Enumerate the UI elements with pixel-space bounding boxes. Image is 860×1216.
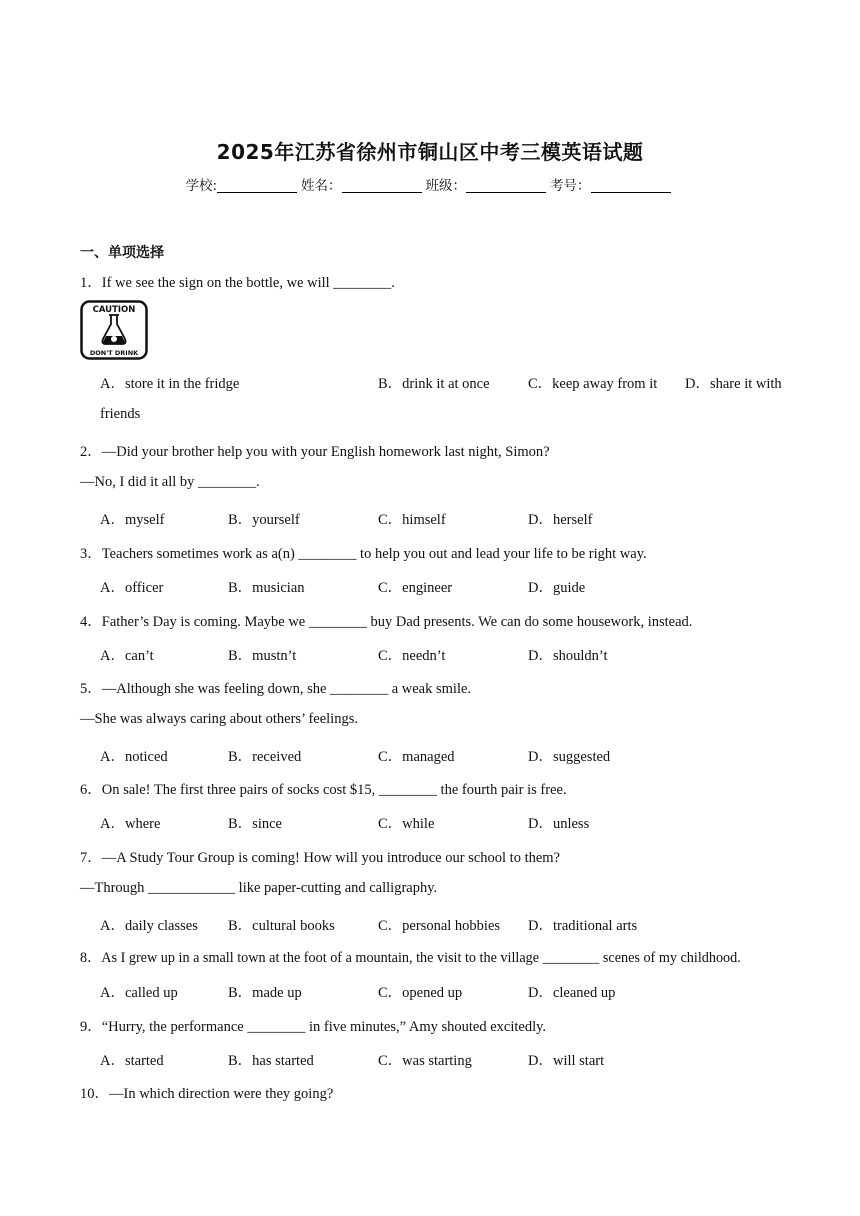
question-7-option-a[interactable]: A．daily classes <box>100 918 198 934</box>
page-title: 2025年江苏省徐州市铜山区中考三模英语试题 <box>216 140 644 164</box>
number-label: 考号： <box>550 178 591 194</box>
question-5-option-b[interactable]: B．received <box>228 749 302 765</box>
question-3-option-d[interactable]: D．guide <box>528 580 586 596</box>
question-4-stem: 4．Father’s Day is coming. Maybe we ________ buy Dad presents. We can do some housework, instead. <box>80 614 693 630</box>
question-9-stem: 9．“Hurry, the performance ________ in five minutes,” Amy shouted excitedly. <box>80 1019 547 1035</box>
question-4-option-d[interactable]: D．shouldn’t <box>528 648 608 664</box>
question-6-option-b[interactable]: B．since <box>228 816 282 832</box>
question-3-stem: 3．Teachers sometimes work as a(n) ________ to help you out and lead your life to be right way. <box>80 546 647 562</box>
question-5-option-d[interactable]: D．suggested <box>528 749 611 765</box>
question-2-stem: 2．—Did your brother help you with your English homework last night, Simon? <box>80 444 550 460</box>
question-9-option-d[interactable]: D．will start <box>528 1053 605 1069</box>
svg-text:DON'T DRINK: DON'T DRINK <box>89 349 139 357</box>
question-6-option-c[interactable]: C．while <box>378 816 435 832</box>
question-2-response: —No, I did it all by ________. <box>80 474 260 490</box>
question-6-stem: 6．On sale! The first three pairs of socks cost $15, ________ the fourth pair is free. <box>80 782 567 798</box>
question-5-response: —She was always caring about others’ feelings. <box>80 711 358 727</box>
question-2-option-d[interactable]: D．herself <box>528 512 593 528</box>
question-6-option-a[interactable]: A．where <box>100 816 161 832</box>
section-heading: 一、单项选择 <box>80 245 164 261</box>
question-1-option-d[interactable]: D．share it with <box>685 376 782 392</box>
class-blank[interactable] <box>466 178 546 193</box>
school-label: 学校: <box>185 178 218 194</box>
question-4-option-c[interactable]: C．needn’t <box>378 648 446 664</box>
question-2-option-a[interactable]: A．myself <box>100 512 165 528</box>
class-label: 班级： <box>425 178 467 194</box>
student-info-line <box>0 174 860 194</box>
question-5-option-c[interactable]: C．managed <box>378 749 455 765</box>
question-1-option-a[interactable]: A．store it in the fridge <box>100 376 240 392</box>
question-3-option-c[interactable]: C．engineer <box>378 580 453 596</box>
question-3-option-b[interactable]: B．musician <box>228 580 305 596</box>
question-8-option-d[interactable]: D．cleaned up <box>528 985 616 1001</box>
svg-text:CAUTION: CAUTION <box>92 305 136 315</box>
caution-sign-image <box>80 300 148 360</box>
number-blank[interactable] <box>591 178 671 193</box>
school-blank[interactable] <box>217 178 297 193</box>
question-9-option-b[interactable]: B．has started <box>228 1053 314 1069</box>
question-4-option-b[interactable]: B．mustn’t <box>228 648 297 664</box>
question-5-option-a[interactable]: A．noticed <box>100 749 168 765</box>
question-2-option-b[interactable]: B．yourself <box>228 512 300 528</box>
question-1-stem: 1．If we see the sign on the bottle, we will ________. <box>80 275 395 291</box>
question-6-option-d[interactable]: D．unless <box>528 816 590 832</box>
question-3-option-a[interactable]: A．officer <box>100 580 164 596</box>
question-7-response: —Through ____________ like paper-cutting and calligraphy. <box>80 880 438 896</box>
question-1-option-c[interactable]: C．keep away from it <box>528 376 658 392</box>
question-9-option-a[interactable]: A．started <box>100 1053 164 1069</box>
question-7-option-b[interactable]: B．cultural books <box>228 918 335 934</box>
question-7-option-c[interactable]: C．personal hobbies <box>378 918 501 934</box>
question-8-stem: 8．As I grew up in a small town at the foot of a mountain, the visit to the village ________ scenes of my childhood. <box>80 950 741 966</box>
question-8-option-a[interactable]: A．called up <box>100 985 178 1001</box>
question-2-option-c[interactable]: C．himself <box>378 512 446 528</box>
question-5-stem: 5．—Although she was feeling down, she ________ a weak smile. <box>80 681 472 697</box>
question-10-stem: 10．—In which direction were they going? <box>80 1086 334 1102</box>
question-9-option-c[interactable]: C．was starting <box>378 1053 472 1069</box>
question-4-option-a[interactable]: A．can’t <box>100 648 154 664</box>
question-1-option-b[interactable]: B．drink it at once <box>378 376 490 392</box>
question-8-option-b[interactable]: B．made up <box>228 985 302 1001</box>
question-7-stem: 7．—A Study Tour Group is coming! How will you introduce our school to them? <box>80 850 560 866</box>
question-7-option-d[interactable]: D．traditional arts <box>528 918 638 934</box>
question-1-option-d-wrap: friends <box>100 406 141 422</box>
name-blank[interactable] <box>342 178 422 193</box>
question-8-option-c[interactable]: C．opened up <box>378 985 463 1001</box>
name-label: 姓名： <box>301 178 342 194</box>
